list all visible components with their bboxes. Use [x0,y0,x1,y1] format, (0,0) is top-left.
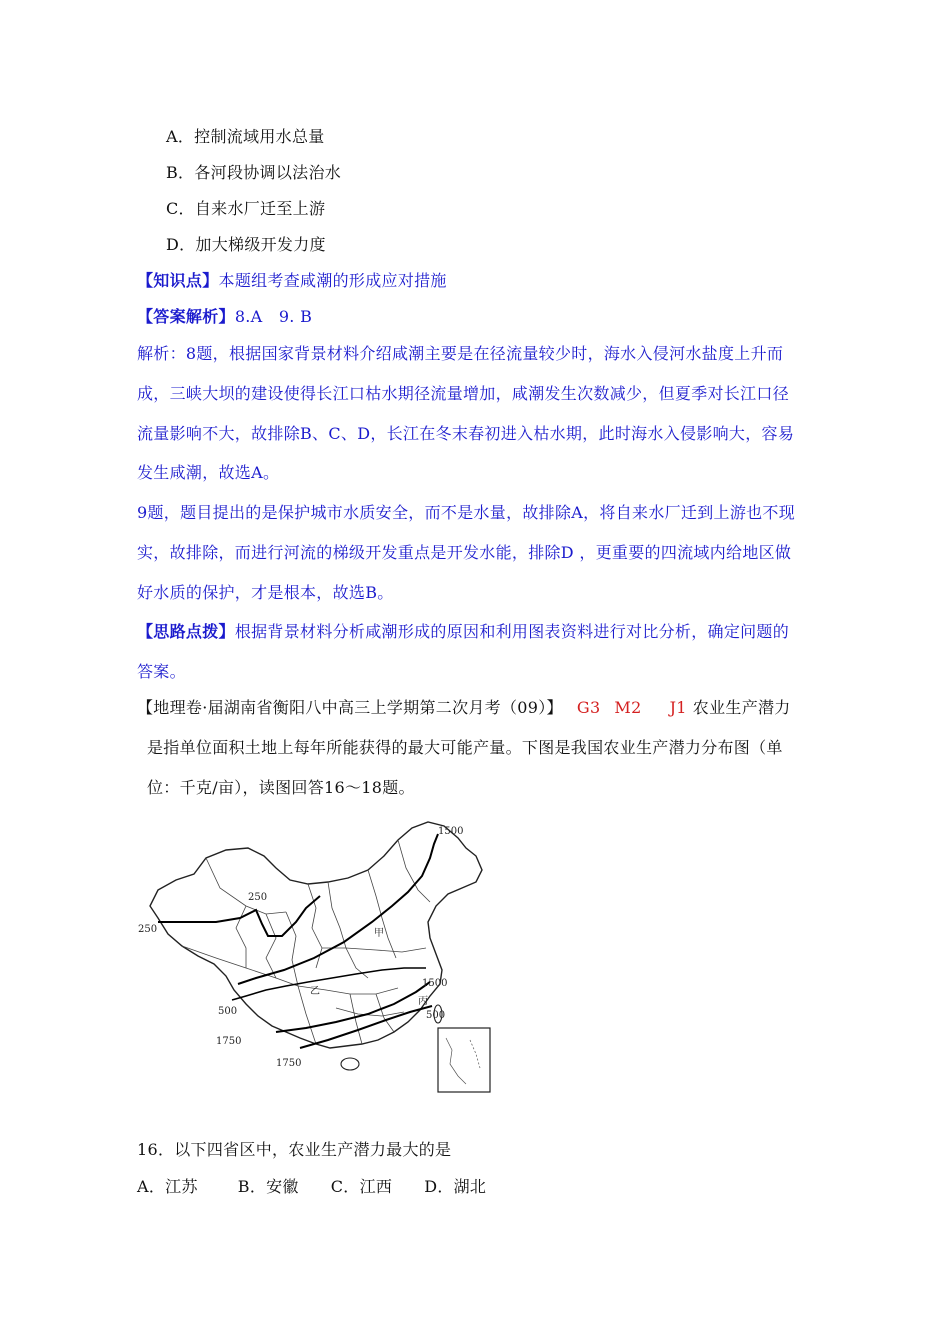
knowledge-text: 本题组考查咸潮的形成应对措施 [218,271,447,290]
source-text: 【地理卷·届湖南省衡阳八中高三上学期第二次月考（09）】 [137,698,563,717]
choice-d: D．湖北 [424,1177,487,1196]
choice-a: A．江苏 [137,1177,198,1196]
option-d: D．加大梯级开发力度 [166,235,326,254]
choice-b: B．安徽 [237,1177,299,1196]
source-line [137,698,791,718]
china-map-svg [136,818,496,1096]
hint-line [137,622,789,642]
label-500-ne: 1500 [438,826,464,837]
place-jia: 甲 [374,928,384,939]
option-c: C．自来水厂迁至上游 [166,199,326,218]
hint-text: 根据背景材料分析咸潮形成的原因和利用图表资料进行对比分析，确定问题的 [234,622,790,641]
analysis-line: 实，故排除，而进行河流的梯级开发重点是开发水能，排除D ，更重要的四流域内给地区做 [137,543,792,562]
analysis-line: 9题，题目提出的是保护城市水质安全，而不是水量，故排除A，将自来水厂迁到上游也不现 [137,503,796,522]
label-500-sw: 500 [218,1006,238,1017]
hainan-island [341,1058,359,1070]
isoline-1750 [300,1006,432,1048]
answer-line [137,307,312,327]
analysis-line: 发生咸潮，故选A。 [137,463,280,482]
agriculture-potential-map [136,818,496,1096]
label-1750-east: 500 [426,1010,446,1021]
label-1500-west: 1750 [216,1036,242,1047]
place-bing: 丙 [418,996,428,1007]
hint-tag: 【思路点拨】 [137,622,235,641]
analysis-line: 好水质的保护，才是根本，故选B。 [137,583,394,602]
place-yi: 乙 [310,986,320,997]
label-1500-east: 1500 [422,978,448,989]
analysis-line: 成，三峡大坝的建设使得长江口枯水期径流量增加，咸潮发生次数减少，但夏季对长江口径 [137,384,790,403]
isoline-250-west [158,896,320,936]
intro-line-1: 是指单位面积土地上每年所能获得的最大可能产量。下图是我国农业生产潜力分布图（单 [147,738,783,757]
option-a: A．控制流域用水总量 [166,127,325,146]
code-m2: M2 [614,698,642,717]
question-16-stem: 16．以下四省区中，农业生产潜力最大的是 [137,1140,452,1159]
intro-line-2: 位：千克/亩），读图回答16～18题。 [147,778,415,797]
analysis-line: 流量影响不大，故排除B、C、D，长江在冬末春初进入枯水期，此时海水入侵影响大，容易 [137,424,795,443]
option-b: B．各河段协调以法治水 [166,163,342,182]
answer-text: 8.A 9. B [234,307,313,326]
choice-c: C．江西 [330,1177,393,1196]
code-g3: G3 [576,698,601,717]
label-250-north: 250 [248,892,268,903]
label-250-west: 250 [138,924,158,935]
hint-line-2: 答案。 [137,662,186,681]
question-16-choices [137,1177,486,1197]
answer-tag: 【答案解析】 [137,307,235,326]
knowledge-tag: 【知识点】 [137,271,219,290]
analysis-line: 解析：8题，根据国家背景材料介绍咸潮主要是在径流量较少时，海水入侵河水盐度上升而 [137,344,784,363]
code-j1: J1 [669,698,687,717]
label-1750-south: 1750 [276,1058,302,1069]
source-after: 农业生产潜力 [692,698,791,717]
knowledge-point [137,271,447,291]
